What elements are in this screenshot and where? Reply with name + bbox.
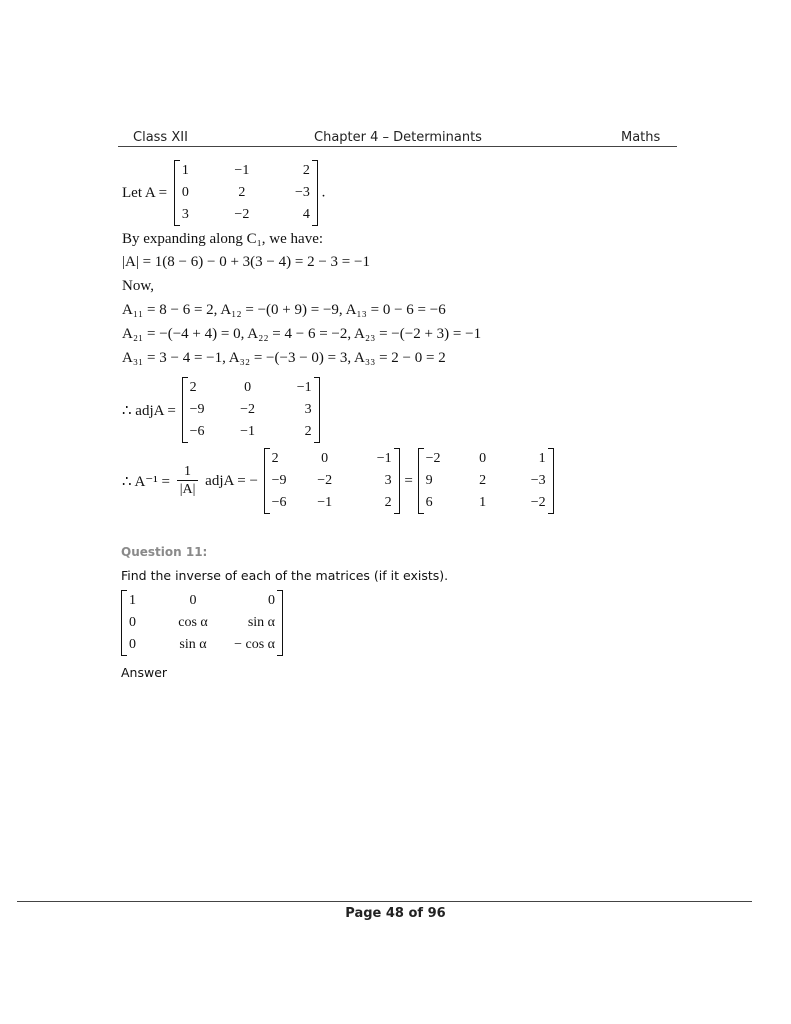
determinant-line: |A| = 1(8 − 6) − 0 + 3(3 − 4) = 2 − 3 = −1	[122, 254, 370, 270]
matrix-a-cell: 1	[181, 163, 189, 178]
question-matrix-line	[121, 590, 283, 656]
question-matrix	[121, 590, 283, 656]
adj-label: ∴ adjA =	[122, 402, 176, 419]
let-a-end: .	[321, 184, 326, 201]
header-chapter: Chapter 4 – Determinants	[314, 130, 482, 145]
matrix-a-cell: 2	[302, 163, 310, 178]
now-label: Now,	[122, 278, 154, 294]
expand-text: By expanding along C₁, we have:	[122, 231, 324, 247]
question-matrix-cell: 0	[268, 593, 275, 608]
matrix-adj-repeat-cell: 2	[271, 451, 279, 466]
question-matrix-cell: 0	[129, 637, 136, 652]
question-matrix-cell: 0	[189, 593, 197, 608]
question-title: Question 11:	[121, 545, 208, 559]
matrix-inverse-cell: −2	[425, 451, 441, 466]
question-matrix-cell: 0	[129, 615, 136, 630]
question-matrix-cell: − cos α	[234, 637, 275, 652]
cofactors-row-3: A₃₁ = 3 − 4 = −1, A₃₂ = −(−3 − 0) = 3, A₃₃ = 2 − 0 = 2	[122, 350, 446, 366]
matrix-adj-repeat-cell: −1	[376, 451, 392, 466]
matrix-adj-cell: 0	[244, 380, 252, 395]
matrix-adj-cell: −1	[240, 424, 256, 439]
header-class: Class XII	[133, 130, 188, 145]
matrix-inverse-cell: 1	[538, 451, 546, 466]
matrix-adj-cell: −6	[189, 424, 205, 439]
let-a-line	[122, 160, 325, 226]
question-matrix-cell: sin α	[247, 615, 275, 630]
answer-label: Answer	[121, 665, 168, 680]
matrix-inverse-cell: −3	[530, 473, 546, 488]
matrix-a-cell: 3	[181, 207, 189, 222]
inverse-line	[122, 448, 554, 514]
matrix-inverse-cell: 6	[425, 495, 433, 510]
matrix-adj-repeat-cell: −6	[271, 495, 287, 510]
page-number: Page 48 of 96	[345, 906, 446, 921]
matrix-inverse-cell: 0	[479, 451, 487, 466]
let-a-label: Let A =	[122, 184, 168, 201]
equals-sign: =	[404, 472, 413, 489]
matrix-adj-cell: −2	[240, 402, 256, 417]
inverse-mid: adjA = −	[205, 472, 258, 489]
cofactors-row-2: A₂₁ = −(−4 + 4) = 0, A₂₂ = 4 − 6 = −2, A₂₃ = −(−2 + 3) = −1	[122, 326, 482, 342]
matrix-adj-repeat-cell: 2	[384, 495, 392, 510]
matrix-adj-repeat-cell: −2	[317, 473, 333, 488]
question-text: Find the inverse of each of the matrices (if it exists).	[121, 568, 449, 583]
header-rule	[118, 146, 677, 147]
matrix-inverse-cell: 9	[425, 473, 433, 488]
matrix-adj-repeat-cell: −1	[317, 495, 333, 510]
matrix-adj-cell: −9	[189, 402, 205, 417]
matrix-adj	[182, 377, 320, 443]
fraction-denominator: |A|	[177, 480, 199, 499]
matrix-a-cell: 0	[181, 185, 189, 200]
matrix-adj-repeat-cell: 3	[384, 473, 392, 488]
matrix-adj-cell: 2	[304, 424, 312, 439]
matrix-inverse-cell: 1	[479, 495, 487, 510]
matrix-a-cell: 2	[238, 185, 246, 200]
matrix-a-cell: 4	[302, 207, 310, 222]
matrix-a-cell: −3	[294, 185, 310, 200]
matrix-adj-cell: 2	[189, 380, 197, 395]
matrix-adj-cell: −1	[296, 380, 312, 395]
question-matrix-cell: cos α	[178, 615, 208, 630]
matrix-a-cell: −1	[234, 163, 250, 178]
footer-rule	[17, 901, 752, 902]
matrix-a	[174, 160, 318, 226]
matrix-inverse-cell: 2	[479, 473, 487, 488]
matrix-adj-repeat-cell: −9	[271, 473, 287, 488]
fraction-numerator: 1	[184, 463, 192, 479]
matrix-inverse	[418, 448, 554, 514]
matrix-adj-repeat	[264, 448, 400, 514]
matrix-adj-cell: 3	[304, 402, 312, 417]
matrix-a-cell: −2	[234, 207, 250, 222]
question-matrix-cell: sin α	[179, 637, 207, 652]
inverse-prefix: ∴ A⁻¹ =	[122, 473, 170, 490]
inverse-fraction	[177, 464, 199, 499]
adj-line	[122, 377, 320, 443]
matrix-inverse-cell: −2	[530, 495, 546, 510]
matrix-adj-repeat-cell: 0	[321, 451, 329, 466]
cofactors-row-1: A₁₁ = 8 − 6 = 2, A₁₂ = −(0 + 9) = −9, A₁₃ = 0 − 6 = −6	[122, 302, 446, 318]
header-subject: Maths	[621, 130, 661, 145]
question-matrix-cell: 1	[129, 593, 136, 608]
